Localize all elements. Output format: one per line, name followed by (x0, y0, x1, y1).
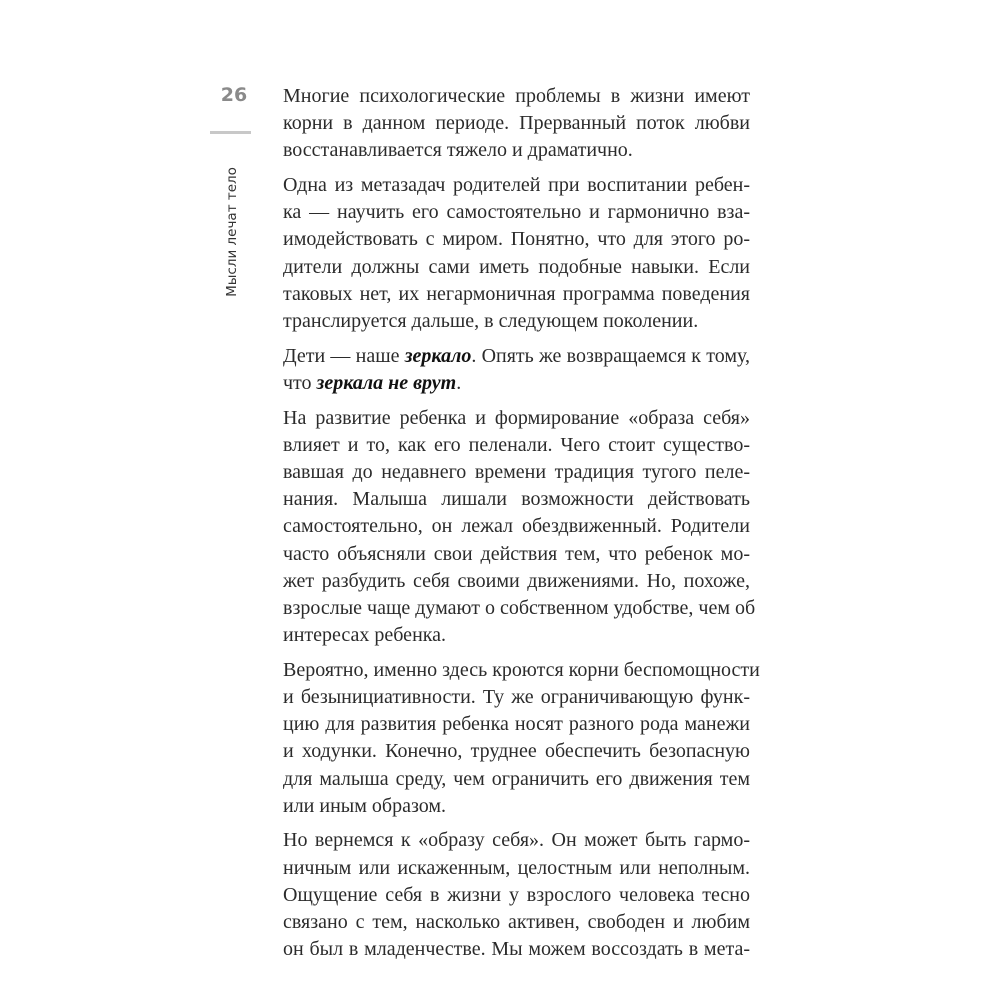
text-line: самостоятельно, он лежал обездвиженный. Родители (283, 515, 750, 538)
text-line: и ходунки. Конечно, труднее обеспечить безопасную (283, 740, 750, 763)
text-line: нания. Малыша лишали возможности действовать (283, 488, 750, 511)
text-line: Но вернемся к «образу себя». Он может быть гармо- (283, 829, 750, 852)
text-segment: . (456, 371, 462, 394)
text-line (283, 343, 750, 370)
text-line: связано с тем, насколько активен, свободен и любим (283, 910, 750, 933)
running-title: Мысли лечат тело (224, 167, 240, 297)
emphasis-text: зеркало (404, 344, 472, 367)
paragraph (283, 172, 750, 335)
text-line (283, 370, 750, 397)
text-line: Многие психологические проблемы в жизни имеют (283, 85, 750, 107)
text-line: Ощущение себя в жизни у взрослого человека тесно (283, 883, 750, 906)
text-line: имодействовать с миром. Понятно, что для этого ро- (283, 228, 750, 251)
paragraph (283, 827, 750, 963)
text-line: Одна из метазадач родителей при воспитании ребен- (283, 174, 750, 197)
page-number: 26 (220, 84, 248, 106)
text-line: цию для развития ребенка носят разного рода манежи (283, 713, 750, 736)
text-line: жет разбудить себя своими движениями. Но, похоже, (283, 569, 750, 592)
text-line: ка — научить его самостоятельно и гармонично вза- (283, 201, 750, 224)
paragraph (283, 343, 750, 397)
margin-divider (210, 131, 251, 134)
text-line: корни в данном периоде. Прерванный поток любви (283, 112, 750, 135)
text-line: часто объясняли свои действия тем, что ребенок мо- (283, 542, 750, 565)
text-line: он был в младенчестве. Мы можем воссоздать в мета- (283, 938, 750, 961)
text-line: восстанавливается тяжело и драматично. (283, 139, 633, 162)
text-line: для малыша среду, чем ограничить его движения тем (283, 767, 750, 790)
paragraph (283, 83, 750, 165)
text-line: транслируется дальше, в следующем поколении. (283, 310, 699, 332)
body-text (283, 83, 760, 971)
emphasis-text: зеркала не врут (316, 371, 457, 394)
text-segment: . Опять же возвращаемся к тому, (471, 344, 750, 367)
text-line: интересах ребенка. (283, 624, 447, 647)
text-line: или иным образом. (283, 794, 446, 817)
text-line: На развитие ребенка и формирование «образа себя» (283, 406, 750, 429)
paragraph (283, 405, 756, 650)
text-line: влияет и то, как его пеленали. Чего стоит существо- (283, 433, 750, 456)
text-line: Вероятно, именно здесь кроются корни беспомощности (283, 658, 760, 681)
text-segment: Дети — наше (283, 344, 405, 367)
text-segment: что (283, 371, 317, 394)
text-line: ничным или искаженным, целостным или неполным. (283, 856, 750, 879)
text-line: дители должны сами иметь подобные навыки. Если (283, 255, 750, 278)
text-line: взрослые чаще думают о собственном удобстве, чем об (283, 596, 756, 619)
text-line: таковых нет, их негармоничная программа поведения (283, 282, 750, 305)
text-line: вавшая до недавнего времени традиция тугого пеле- (283, 460, 750, 483)
paragraph (283, 657, 760, 820)
text-line: и безынициативности. Ту же ограничивающую функ- (283, 685, 750, 708)
